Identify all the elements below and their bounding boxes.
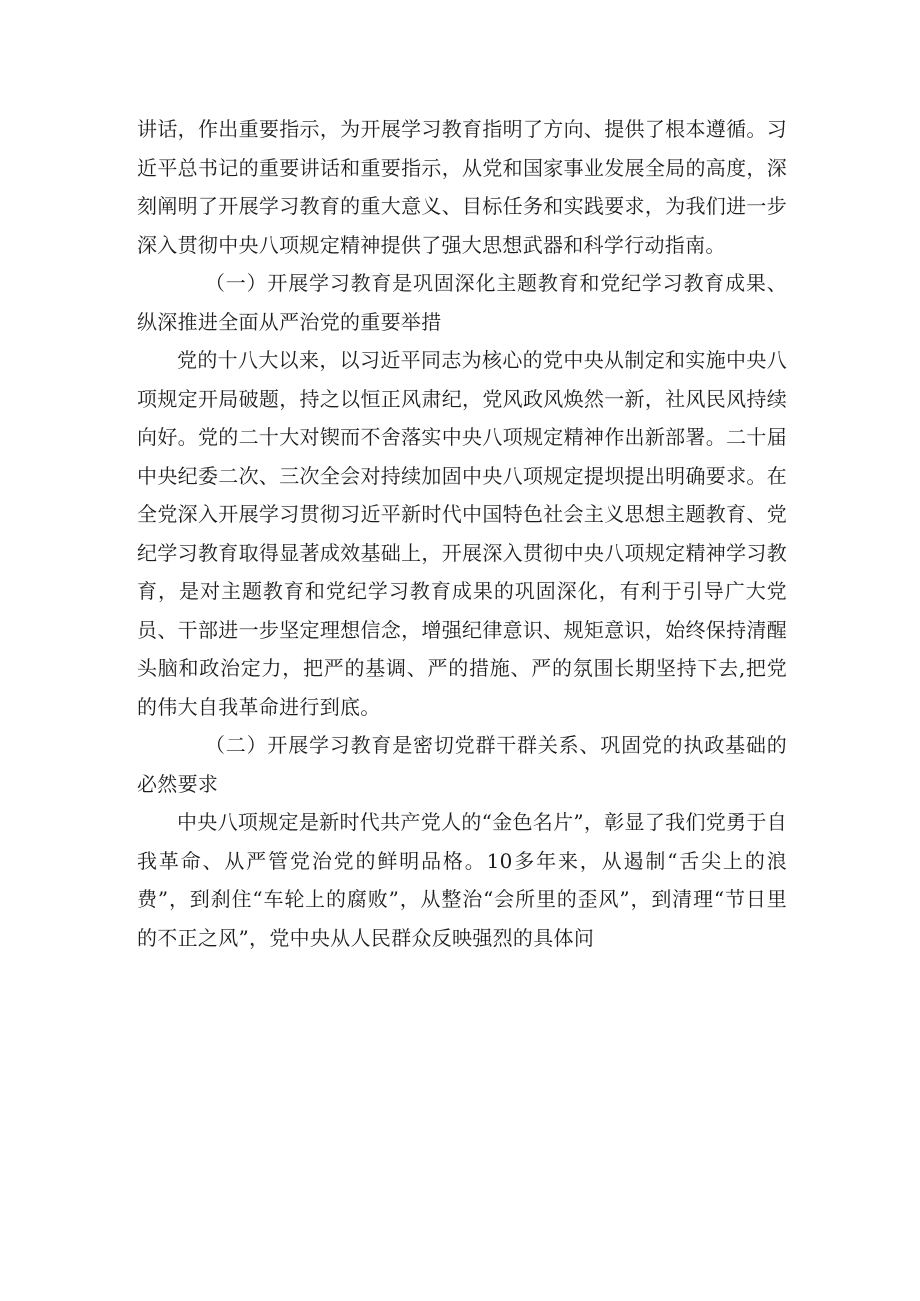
- document-body: [137, 110, 787, 957]
- paragraph-section-one: 党的十八大以来，以习近平同志为核心的党中央从制定和实施中央八项规定开局破题，持之以恒正风肃纪，党风政风焕然一新，社风民风持续向好。党的二十大对锲而不舍落实中央八项规定精神作出新部署。二十届中央纪委二次、三次全会对持续加固中央八项规定提坝提出明确要求。在全党深入开展学习贯彻习近平新时代中国特色社会主义思想主题教育、党纪学习教育取得显著成效基础上，开展深入贯彻中央八项规定精神学习教育，是对主题教育和党纪学习教育成果的巩固深化，有利于引导广大党员、干部进一步坚定理想信念，增强纪律意识、规矩意识，始终保持清醒头脑和政治定力，把严的基调、严的措施、严的氛围长期坚持下去,把党的伟大自我革命进行到底。: [137, 348, 787, 719]
- section-heading-one: （一）开展学习教育是巩固深化主题教育和党纪学习教育成果、纵深推进全面从严治党的重要举措: [137, 271, 787, 334]
- section-heading-two: （二）开展学习教育是密切党群干群关系、巩固党的执政基础的必然要求: [137, 733, 787, 796]
- paragraph-continuation: 讲话，作出重要指示，为开展学习教育指明了方向、提供了根本遵循。习近平总书记的重要讲话和重要指示，从党和国家事业发展全局的高度，深刻阐明了开展学习教育的重大意义、目标任务和实践要求，为我们进一步深入贯彻中央八项规定精神提供了强大思想武器和科学行动指南。: [137, 117, 787, 257]
- paragraph-section-two: 中央八项规定是新时代共产党人的“金色名片”，彰显了我们党勇于自我革命、从严管党治党的鲜明品格。10多年来，从遏制“舌尖上的浪费”，到刹住“车轮上的腐败”，从整治“会所里的歪风”，到清理“节日里的不正之风”，党中央从人民群众反映强烈的具体问: [137, 810, 787, 950]
